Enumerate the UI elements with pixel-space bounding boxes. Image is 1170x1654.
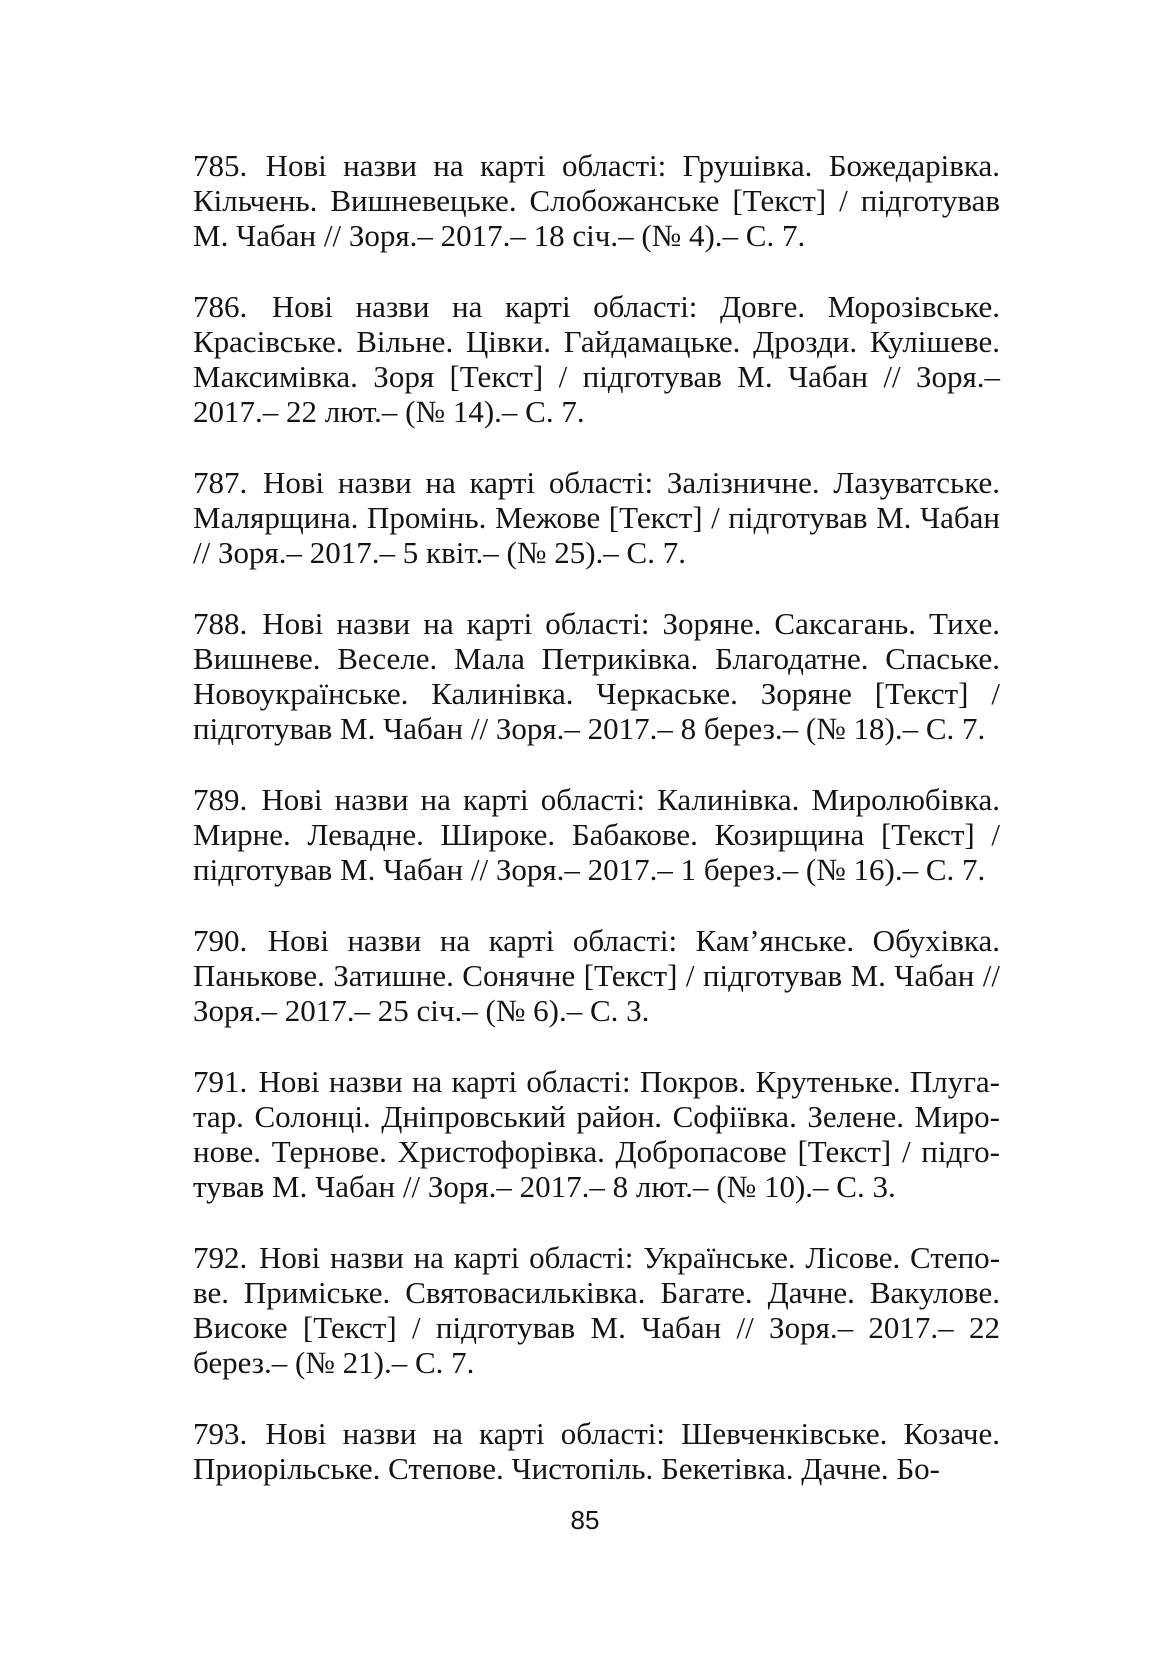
entry-number: 793. bbox=[193, 1416, 248, 1451]
entry-text: Нові назви на карті області: Українське. Лісове. Степове. Приміське. Святовасильківка. Багате. Дачне. Вакулове. Високе [Текст] / підготував М. Чабан // Зоря.– 2017.– 22 берез.– (№ 21).– С. 7. bbox=[193, 1240, 1001, 1380]
bibliography-entry bbox=[193, 606, 1000, 746]
entry-text: Нові назви на карті області: Залізничне. Лазуватське. Малярщина. Промінь. Межове [Текст] / підготував М. Чабан // Зоря.– 2017.– 5 квіт.– (№ 25).– С. 7. bbox=[193, 465, 1000, 570]
entry-number: 790. bbox=[193, 923, 248, 958]
entry-number: 791. bbox=[193, 1064, 248, 1099]
entry-number: 787. bbox=[193, 465, 248, 500]
page-number: 85 bbox=[570, 1505, 600, 1535]
bibliography-entry bbox=[193, 289, 1000, 429]
entry-text: Нові назви на карті області: Покров. Крутеньке. Плугатар. Солонці. Дніпровський район. Софіївка. Зелене. Миронове. Тернове. Христофорівка. Добропасове [Текст] / підготував М. Чабан // Зоря.– 2017.– 8 лют.– (№ 10).– С. 3. bbox=[193, 1064, 1000, 1204]
entry-number: 792. bbox=[193, 1240, 248, 1275]
bibliography-list bbox=[193, 148, 1000, 1522]
entry-number: 788. bbox=[193, 606, 248, 641]
entry-text: Нові назви на карті області: Шевченківське. Козаче. Приорільське. Степове. Чистопіль. Бекетівка. Дачне. Бо- bbox=[193, 1416, 1001, 1486]
entry-text: Нові назви на карті області: Грушівка. Божедарівка. Кільчень. Вишневецьке. Слобожанське [Текст] / підготував М. Чабан // Зоря.– 2017.– 18 січ.– (№ 4).– С. 7. bbox=[193, 148, 1000, 253]
entry-text: Нові назви на карті області: Калинівка. Миролюбівка. Мирне. Левадне. Широке. Бабакове. Козирщина [Текст] / підготував М. Чабан // Зоря.– 2017.– 1 берез.– (№ 16).– С. 7. bbox=[193, 782, 1000, 887]
entry-text: Нові назви на карті області: Кам’янське. Обухівка. Панькове. Затишне. Сонячне [Текст] / підготував М. Чабан // Зоря.– 2017.– 25 січ.– (№ 6).– С. 3. bbox=[193, 923, 1001, 1028]
entry-number: 786. bbox=[193, 289, 248, 324]
entry-number: 789. bbox=[193, 782, 248, 817]
bibliography-entry bbox=[193, 1416, 1000, 1486]
entry-text: Нові назви на карті області: Зоряне. Саксагань. Тихе. Вишневе. Веселе. Мала Петриківка. Благодатне. Спаське. Новоукраїнське. Калинівка. Черкаське. Зоряне [Текст] / підготував М. Чабан // Зоря.– 2017.– 8 берез.– (№ 18).– С. 7. bbox=[193, 606, 1000, 746]
entry-number: 785. bbox=[193, 148, 248, 183]
bibliography-entry bbox=[193, 1240, 1000, 1380]
bibliography-entry bbox=[193, 782, 1000, 887]
bibliography-entry bbox=[193, 465, 1000, 570]
bibliography-entry bbox=[193, 923, 1000, 1028]
bibliography-entry bbox=[193, 148, 1000, 253]
entry-text: Нові назви на карті області: Довге. Морозівське. Красівське. Вільне. Цівки. Гайдамацьке. Дрозди. Кулішеве. Максимівка. Зоря [Текст] / підготував М. Чабан // Зоря.– 2017.– 22 лют.– (№ 14).– С. 7. bbox=[193, 289, 1001, 429]
bibliography-entry bbox=[193, 1064, 1000, 1204]
